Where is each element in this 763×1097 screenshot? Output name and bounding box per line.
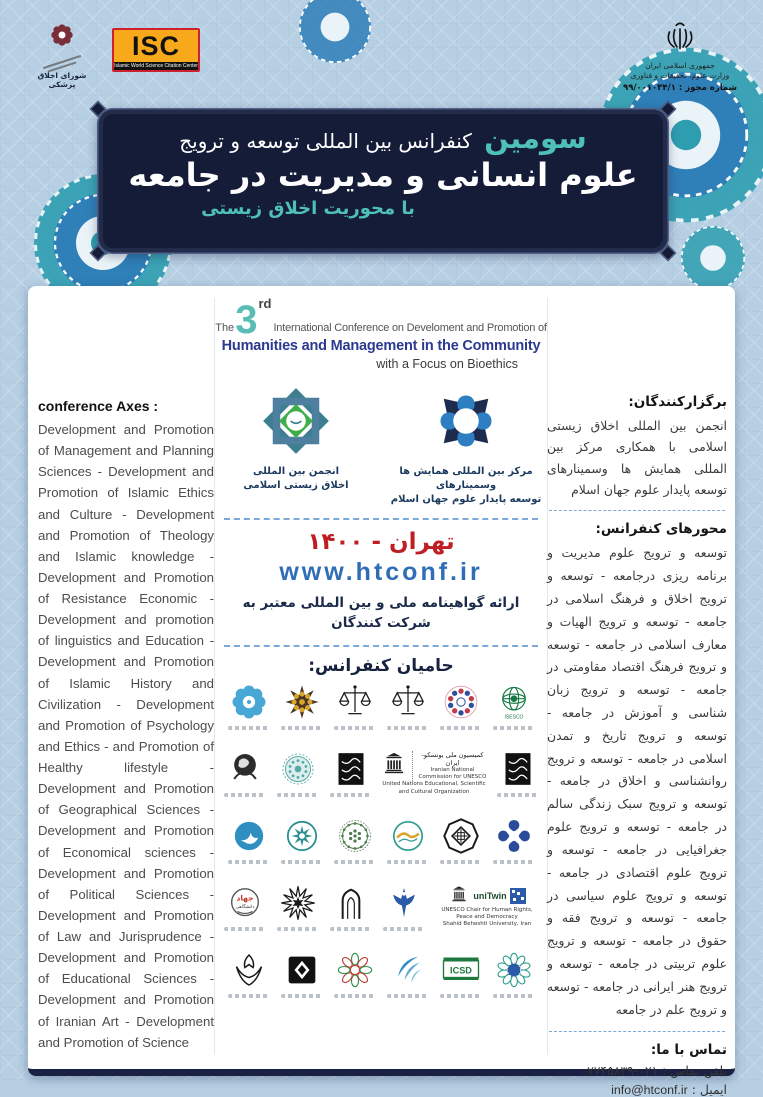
svg-text:ICSD: ICSD <box>450 965 472 975</box>
humanities-research-institute-logo-icon <box>278 883 318 923</box>
banner-main-title-fa: علوم انسانی و مدیریت در جامعه <box>97 156 669 194</box>
beheshti-university-calligraphy-logo-icon <box>331 749 371 789</box>
culture-house-flower-logo-icon <box>335 950 375 990</box>
council-caption: شورای اخلاق پزشکی <box>24 71 100 89</box>
unitwin-caption-2: Peace and Democracy <box>456 914 517 921</box>
islamic-azad-university-logo-icon <box>384 883 424 923</box>
iscs-center-flower-icon <box>430 385 502 457</box>
medical-council-tulip-logo <box>222 948 275 1015</box>
license-number: شماره مجوز : ۹۹/۰۰۱۰۳۴/۱ <box>621 83 739 93</box>
blue-swoosh-center-logo <box>381 948 434 1015</box>
dashed-separator <box>549 510 725 511</box>
logo-caption-placeholder <box>277 927 319 931</box>
logo-caption-placeholder <box>330 927 372 931</box>
isc-caption: Islamic World Science Citation Center <box>114 62 198 70</box>
human-rights-hands-globe-logo <box>218 747 271 814</box>
banner-line1 <box>97 121 669 155</box>
org-left-caption2: اخلاق زیستی اسلامی <box>218 479 374 493</box>
email-line <box>547 1082 727 1097</box>
conference-axes-column <box>38 398 214 1053</box>
beheshti-law-faculty-logo-icon <box>498 749 538 789</box>
justice-scales-logo-2-icon <box>388 682 428 722</box>
green-wave-circle-logo-icon <box>388 816 428 856</box>
unesco-fa-caption: کمیسیون ملی یونسکو- ایران <box>416 751 489 767</box>
teal-mandala-dot-logo-icon <box>494 950 534 990</box>
humanities-research-institute-logo <box>271 881 324 948</box>
title-ordinal: rd <box>258 296 271 311</box>
dashed-separator <box>549 1031 725 1032</box>
unesco-en-caption: United Nations Educational, Scientific and Cultural Organization <box>379 781 489 796</box>
justice-scales-logo-2 <box>381 680 434 747</box>
islamic-peace-assembly-logo-icon <box>229 816 269 856</box>
certificate-note <box>216 593 546 634</box>
jahad-daneshgahi-logo <box>218 881 271 948</box>
medical-law-association-logo-icon <box>335 816 375 856</box>
ornament-flower-icon <box>290 0 380 72</box>
logo-caption-placeholder <box>281 860 323 864</box>
logo-caption-placeholder <box>493 994 535 998</box>
unesco-unitwin-chair-logo <box>430 881 544 948</box>
axes-body-fa: توسعه و ترویج علوم مدیریت و برنامه ریزی درجامعه - توسعه و ترویج اخلاق و فرهنگ اسلامی در جامعه - توسعه و ترویج الهیات و معارف اسلامی در جامعه - توسعه و ترویج فرهنگ اقتصاد مقاومتی در جامعه - توسعه و ترویج زبان شناسی و آموزش در جامعه - توسعه و ترویج تاریخ و تمدن اسلامی در جامعه - توسعه و ترویج روانشناسی و اخلاق در جامعه - توسعه و ترویج سبک زندگی سالم در جامعه - توسعه و ترویج علوم جغرافیایی در جامعه - توسعه و ترویج علوم اقتصادی در جامعه - توسعه و ترویج علوم سیاسی در جامعه - توسعه و ترویج فقه و حقوق در جامعه - توسعه و ترویج علوم تربیتی در جامعه - توسعه و ترویج هنر ایرانی در جامعه - توسعه و ترویج علم در جامعه <box>547 542 727 1021</box>
dotted-divider <box>412 751 413 781</box>
jahad-daneshgahi-logo-icon <box>225 883 265 923</box>
title-banner <box>97 108 669 254</box>
phone-number: ۰۲۱-۷۷۴۵۸۳۹ <box>587 1063 658 1078</box>
quran-university-arch-logo <box>324 881 377 948</box>
org-left-caption1: انجمن بین المللی <box>218 465 374 479</box>
medical-law-association-logo <box>328 814 381 881</box>
logo-caption-placeholder <box>387 726 429 730</box>
sponsors-heading: حامیان کنفرانس: <box>216 656 546 676</box>
beheshti-university-calligraphy-logo <box>324 747 377 814</box>
content-card <box>28 286 735 1076</box>
teal-mandala-dot-logo <box>487 948 540 1015</box>
isesco-globe-logo-icon <box>494 682 534 722</box>
certificate-line2: شرکت کنندگان <box>216 613 546 633</box>
logo-caption-placeholder <box>277 793 319 797</box>
logo-caption-placeholder <box>224 793 266 797</box>
logo-caption-placeholder <box>387 860 429 864</box>
org-right-caption1: مرکز بین المللی همایش ها وسمینارهای <box>388 465 544 493</box>
email-value[interactable]: info@htconf.ir <box>611 1083 688 1097</box>
human-rights-hands-globe-logo-icon <box>225 749 265 789</box>
header-left-logos <box>24 16 200 89</box>
gold-star-center-logo <box>275 680 328 747</box>
logo-caption-placeholder <box>281 726 323 730</box>
logo-caption-placeholder <box>228 726 270 730</box>
phone-label: تلفن تماس : <box>662 1063 727 1078</box>
contact-heading: تماس با ما: <box>547 1042 727 1058</box>
ethics-law-research-center-logo-icon <box>278 749 318 789</box>
email-label: ایمیل : <box>692 1082 727 1097</box>
medical-ethics-council-logo <box>24 16 100 89</box>
ethics-law-research-center-logo <box>271 747 324 814</box>
gov-line1: جمهوری اسلامی ایران <box>621 61 739 70</box>
persian-info-column <box>547 394 727 1097</box>
unitwin-caption-3: Shahid Beheshti University, Iran <box>443 921 531 928</box>
iran-emblem-icon <box>662 20 698 56</box>
gold-star-center-logo-icon <box>282 682 322 722</box>
compass-ring-logo <box>275 814 328 881</box>
black-square-emblem-logo <box>275 948 328 1015</box>
child-rights-circle-logo-icon <box>441 682 481 722</box>
logo-caption-placeholder <box>440 726 482 730</box>
website-link[interactable]: www.htconf.ir <box>216 558 546 587</box>
bioethics-association-logo <box>218 385 374 507</box>
unesco-columns-icon <box>379 751 409 781</box>
unitwin-caption-1: UNESCO Chair for Human Rights, <box>441 907 532 914</box>
organizers-body: انجمن بین المللی اخلاق زیستی اسلامی با همکاری مرکز بین المللی همایش ها وسمینارهای توسعه پایدار علوم جهان اسلام <box>547 415 727 500</box>
logo-caption-placeholder <box>383 927 425 931</box>
title-prefix: The <box>215 322 234 336</box>
unitwin-label: uniTwin <box>473 891 506 901</box>
column-divider <box>214 298 215 1055</box>
sponsors-grid <box>216 680 546 1015</box>
isesco-globe-logo <box>487 680 540 747</box>
organizer-logos-strip <box>216 385 546 507</box>
english-title-line1 <box>216 296 546 336</box>
octagon-knot-emblem-logo <box>434 814 487 881</box>
beheshti-law-faculty-logo <box>491 747 544 814</box>
logo-caption-placeholder <box>440 994 482 998</box>
medical-council-tulip-logo-icon <box>229 950 269 990</box>
dotted-separator <box>224 645 538 647</box>
logo-caption-placeholder <box>493 860 535 864</box>
logo-caption-placeholder <box>334 994 376 998</box>
logo-caption-placeholder <box>387 994 429 998</box>
justice-scales-logo <box>328 680 381 747</box>
conference-axes-heading: conference Axes : <box>38 398 214 414</box>
qom-university-of-technology-logo-icon <box>494 816 534 856</box>
legal-flower-logo <box>222 680 275 747</box>
logo-caption-placeholder <box>334 860 376 864</box>
center-column <box>216 296 546 1015</box>
unesco-columns-icon <box>448 885 470 907</box>
conference-axes-body: Development and Promotion of Management and Planning Sciences - Development and Promotion of Islamic Ethics and Culture - Development and Promotion of Theology and Islamic knowledge - Development and Promotion of Resistance Economic - Development and promotion of linguistics and Education - Development and Promotion of Islamic History and Civilization - Development and Promotion of Psychology and Ethics - and Promotion of Healthy lifestyle - Development and Promotion of Geographical Sciences - Development and Promotion of Economical sciences - Development and Promotion of Political Sciences - Development and Promotion of Law and Jurisprudence - Development and Promotion of Educational Sciences - Development and Promotion of Iranian Art - Development and Promotion of Science <box>38 419 214 1053</box>
quran-university-arch-logo-icon <box>331 883 371 923</box>
english-title-main: Humanities and Management in the Community <box>216 338 546 354</box>
logo-caption-placeholder <box>228 860 270 864</box>
child-rights-circle-logo <box>434 680 487 747</box>
banner-line1-rest: کنفرانس بین المللی توسعه و ترویج <box>179 129 472 153</box>
blue-swoosh-center-logo-icon <box>388 950 428 990</box>
logo-caption-placeholder <box>493 726 535 730</box>
unesco-ir-caption: Iranian National Commission for UNESCO <box>416 767 489 782</box>
org-right-caption2: توسعه پایدار علوم جهان اسلام <box>388 493 544 507</box>
logo-caption-placeholder <box>440 860 482 864</box>
icsd-logo <box>434 948 487 1015</box>
logo-caption-placeholder <box>334 726 376 730</box>
svg-text:دانشگاهی: دانشگاهی <box>235 903 254 910</box>
title-rest: International Conference on Develoment and Promotion of <box>273 322 546 336</box>
logo-caption-placeholder <box>224 927 266 931</box>
city-year: تهران - ۱۴۰۰ <box>216 529 546 555</box>
banner-ordinal-fa: سومین <box>484 121 587 155</box>
logo-caption-placeholder <box>228 994 270 998</box>
black-square-emblem-logo-icon <box>282 950 322 990</box>
legal-flower-logo-icon <box>229 682 269 722</box>
header-right-official <box>621 20 739 93</box>
logo-caption-placeholder <box>281 994 323 998</box>
title-number: 3 <box>235 305 257 336</box>
organizers-heading: برگزارکنندگان: <box>547 394 727 410</box>
islamic-peace-assembly-logo <box>222 814 275 881</box>
axes-heading-fa: محورهای کنفرانس: <box>547 521 727 537</box>
justice-scales-logo-icon <box>335 682 375 722</box>
pixel-square-icon <box>510 888 526 904</box>
dotted-separator <box>224 518 538 520</box>
svg-text:جهاد: جهاد <box>236 893 253 902</box>
banner-subtitle-fa: با محوریت اخلاق زیستی <box>22 198 594 219</box>
isc-logo <box>112 28 200 72</box>
svg-text:ISESCO: ISESCO <box>504 714 523 720</box>
islamic-azad-university-logo <box>377 881 430 948</box>
octagon-knot-emblem-logo-icon <box>441 816 481 856</box>
culture-house-flower-logo <box>328 948 381 1015</box>
bioethics-association-emblem-icon <box>260 385 332 457</box>
council-mandala-icon <box>43 16 81 54</box>
logo-caption-placeholder <box>330 793 372 797</box>
compass-ring-logo-icon <box>282 816 322 856</box>
icsd-logo-icon <box>441 950 481 990</box>
phone-line <box>547 1063 727 1078</box>
iscs-center-logo <box>388 385 544 507</box>
qom-university-of-technology-logo <box>487 814 540 881</box>
logo-caption-placeholder <box>497 793 539 797</box>
english-title-sub: with a Focus on Bioethics <box>216 357 546 371</box>
certificate-line1: ارائه گواهینامه ملی و بین المللی معتبر به <box>216 593 546 613</box>
green-wave-circle-logo <box>381 814 434 881</box>
isc-label: ISC <box>114 30 198 62</box>
gov-line2: وزارت علوم، تحقیقات و فناوری <box>621 71 739 80</box>
unesco-logo <box>377 747 491 814</box>
